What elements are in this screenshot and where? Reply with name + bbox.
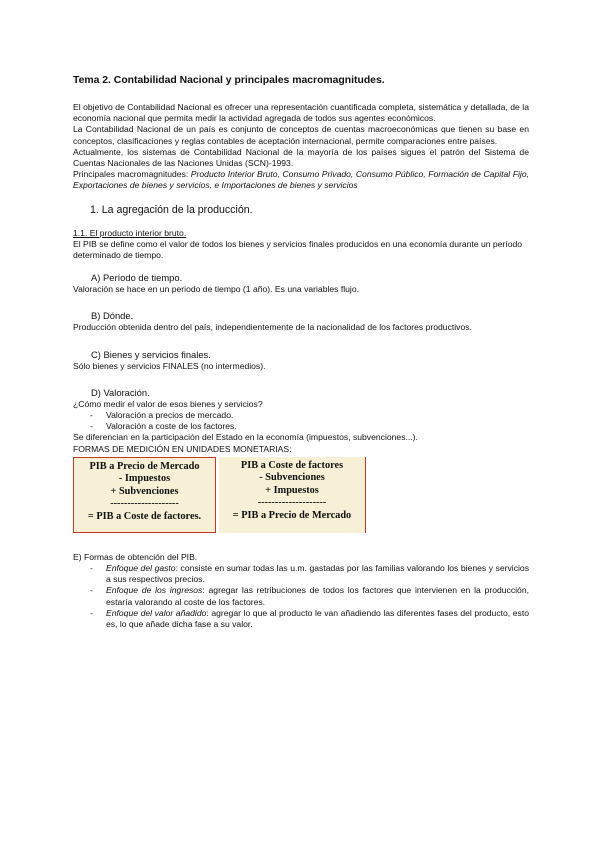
- macromagnitudes-list: Producto Interior Bruto, Consumo Privado, Consumo Público, Formación de Capital Fijo, Exportaciones de bienes y servicios, e Importaciones de bienes y servicios: [73, 169, 529, 191]
- document-title: Tema 2. Contabilidad Nacional y principales macromagnitudes.: [73, 75, 385, 86]
- section-heading: 1. La agregación de la producción.: [90, 203, 253, 216]
- pib-market-price-box: PIB a Precio de Mercado - Impuestos + Subvenciones -------------------- = PIB a Coste de factores.: [73, 457, 216, 533]
- formas-obtencion-heading: E) Formas de obtención del PIB.: [73, 551, 198, 562]
- document-page: [73, 74, 529, 630]
- dash-marker: -: [90, 410, 93, 421]
- list-item: - Enfoque del valor añadido: agregar lo que al producto le van añadiendo las diferentes fases del producto, esto es, lo que añade dicha fase a su valor.: [90, 607, 529, 630]
- item-d-title: D) Valoración.: [91, 386, 150, 398]
- intro-paragraph-3: Actualmente, los sistemas de Contabilidad Nacional de la mayoría de los países sigues el patrón del Sistema de Cuentas Nacionales de las Naciones Unidas (SCN)-1993.: [73, 146, 529, 169]
- item-b-title: B) Dónde.: [91, 310, 134, 322]
- formas-list: [73, 563, 529, 630]
- subsection-heading: 1.1. El producto interior bruto.: [73, 227, 187, 238]
- item-a-text: Valoración se hace en un periodo de tiempo (1 año). Es una variables flujo.: [73, 284, 359, 295]
- valuation-list: [73, 410, 529, 432]
- item-a-title: A) Período de tiempo.: [91, 272, 183, 284]
- macromagnitudes-paragraph: [73, 169, 529, 191]
- list-item: - Valoración a precios de mercado.: [90, 410, 234, 421]
- intro-paragraph-2: La Contabilidad Nacional de un país es conjunto de conceptos de cuentas macroeconómicas que tienen su base en conceptos, clasificaciones y reglas contables de aceptación internacional, permite comparaciones entre países.: [73, 124, 529, 146]
- item-d-text: Se diferencian en la participación del Estado en la economía (impuestos, subvenciones...).: [73, 432, 418, 443]
- list-item: - Enfoque de los ingresos: agregar las retribuciones de todos los factores que intervienen en la producción, estaría valorando al coste de los factores.: [90, 585, 529, 607]
- item-c-text: Sólo bienes y servicios FINALES (no intermedios).: [73, 360, 266, 371]
- pib-definition: El PIB se define como el valor de todos los bienes y servicios finales producidos en una economía durante un período determinado de tiempo.: [73, 238, 523, 261]
- item-d-question: ¿Cómo medir el valor de esos bienes y servicios?: [73, 398, 263, 409]
- formas-medicion-heading: FORMAS DE MEDICIÓN EN UNIDADES MONETARIAS:: [73, 443, 292, 454]
- pib-factor-cost-box: PIB a Coste de factores - Subvenciones + Impuestos -------------------- = PIB a Precio de Mercado: [219, 457, 366, 533]
- intro-paragraph-1: El objetivo de Contabilidad Nacional es ofrecer una representación cuantificada completa, sistemática y detallada, de la economía nacional que permita medir la actividad agregada de todos sus agentes económicos.: [73, 102, 529, 124]
- dash-marker: -: [90, 585, 93, 596]
- dash-marker: -: [90, 563, 93, 574]
- list-item: - Valoración a coste de los factores.: [90, 421, 237, 432]
- list-item: - Enfoque del gasto: consiste en sumar todas las u.m. gastadas por las familias valorando los bienes y servicios a sus respectivos precios.: [90, 563, 529, 585]
- dash-marker: -: [90, 607, 93, 618]
- item-b-text: Producción obtenida dentro del país, independientemente de la nacionalidad de los factores productivos.: [73, 322, 472, 333]
- macromagnitudes-label: Principales macromagnitudes:: [73, 169, 191, 180]
- pib-conversion-boxes: [73, 457, 529, 535]
- item-c-title: C) Bienes y servicios finales.: [91, 348, 211, 360]
- dash-marker: -: [90, 421, 93, 432]
